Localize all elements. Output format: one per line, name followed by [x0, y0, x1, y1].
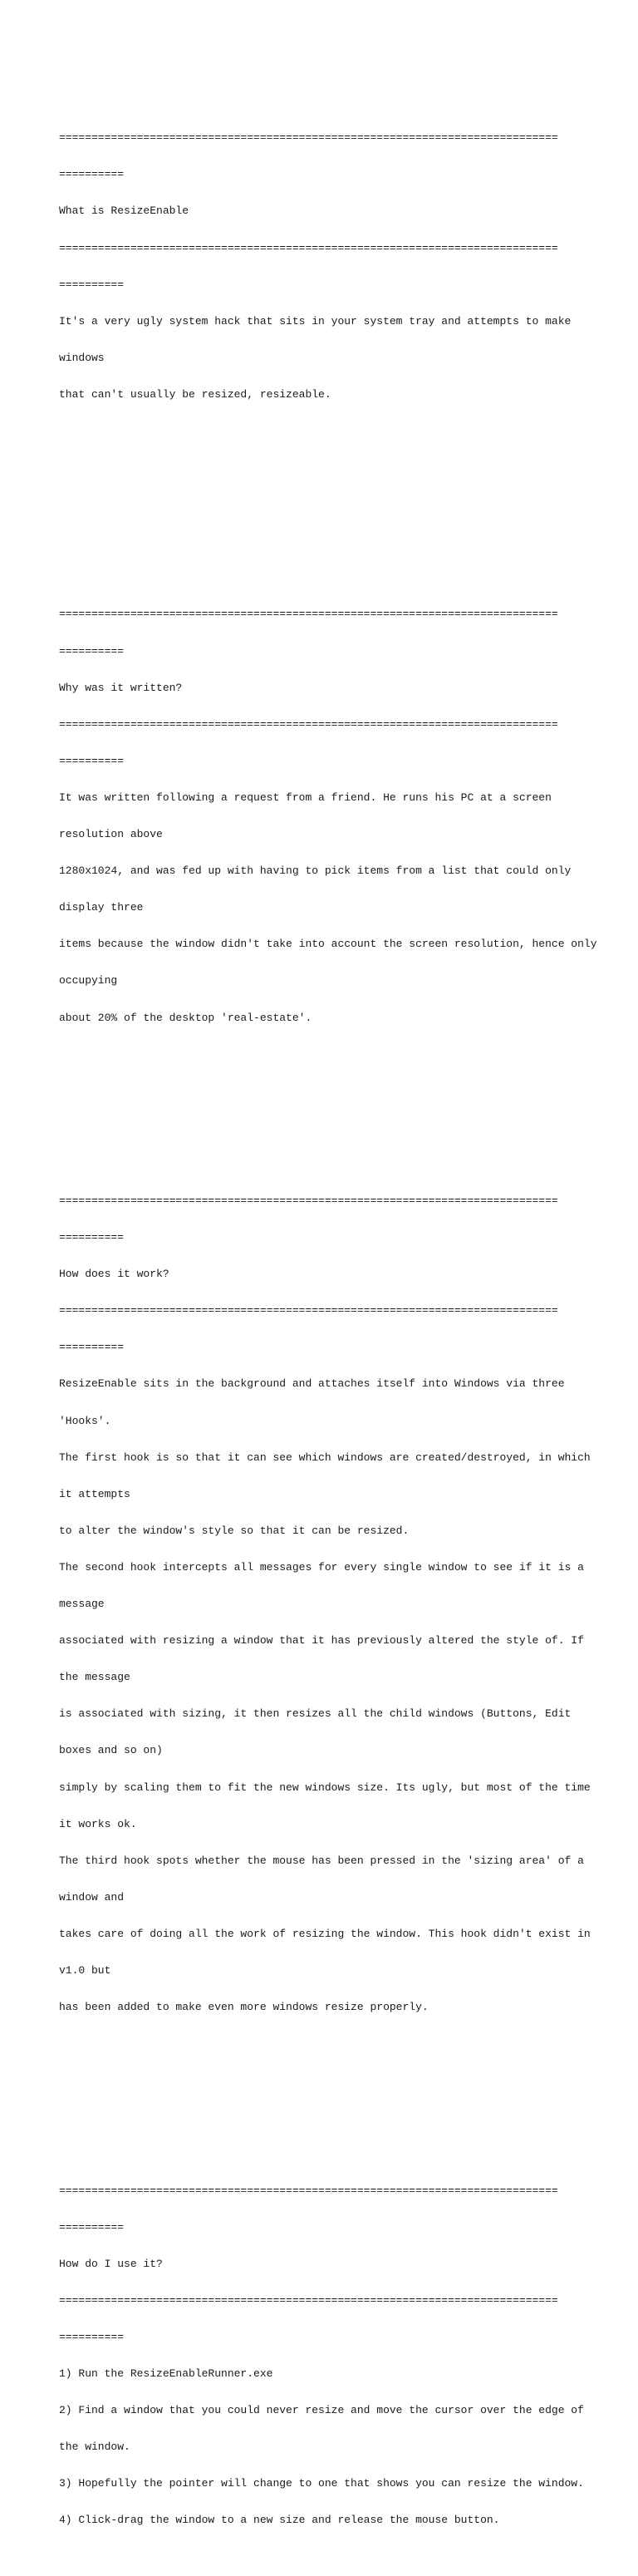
body-line: 'Hooks'. [59, 1414, 111, 1427]
section-how-use [59, 2160, 591, 2551]
rule-short: ========== [59, 754, 125, 767]
section-heading: How do I use it? [59, 2257, 163, 2270]
body-line: boxes and so on) [59, 1744, 163, 1757]
body-line: ResizeEnable sits in the background and attaches itself into Windows via three [59, 1377, 565, 1391]
rule-long: ============================================================================= [59, 608, 558, 621]
body-line: the message [59, 1671, 130, 1684]
section-heading: What is ResizeEnable [59, 204, 189, 218]
body-line: message [59, 1598, 105, 1611]
body-line: 1) Run the ResizeEnableRunner.exe [59, 2367, 273, 2381]
body-line: is associated with sizing, it then resizes all the child windows (Buttons, Edit [59, 1707, 572, 1721]
body-line: simply by scaling them to fit the new windows size. Its ugly, but most of the time [59, 1781, 591, 1794]
readme-document [59, 59, 597, 2576]
body-line: window and [59, 1890, 125, 1904]
rule-short: ========== [59, 1231, 125, 1244]
section-how-work [59, 1171, 591, 2039]
body-line: 1280x1024, and was fed up with having to pick items from a list that could only [59, 864, 572, 878]
body-line: The second hook intercepts all messages for every single window to see if it is a [59, 1560, 584, 1574]
section-why-written [59, 584, 597, 1049]
rule-long: ============================================================================= [59, 131, 558, 145]
section-what-is [59, 108, 591, 426]
rule-short: ========== [59, 2330, 125, 2343]
body-line: to alter the window's style so that it can be resized. [59, 1524, 410, 1537]
rule-long: ============================================================================= [59, 717, 558, 731]
body-line: occupying [59, 974, 118, 988]
body-line: It was written following a request from a friend. He runs his PC at a screen [59, 791, 552, 804]
body-line: It's a very ugly system hack that sits in your system tray and attempts to make [59, 314, 572, 328]
body-line: that can't usually be resized, resizeable. [59, 387, 331, 401]
rule-short: ========== [59, 168, 125, 181]
body-line: 4) Click-drag the window to a new size and release the mouse button. [59, 2514, 500, 2527]
body-line: about 20% of the desktop 'real-estate'. [59, 1011, 312, 1024]
body-line: windows [59, 351, 105, 364]
body-line: resolution above [59, 828, 163, 841]
body-line: takes care of doing all the work of resizing the window. This hook didn't exist in [59, 1927, 591, 1940]
body-line: display three [59, 901, 144, 914]
body-line: The first hook is so that it can see which windows are created/destroyed, in which [59, 1451, 591, 1464]
rule-long: ============================================================================= [59, 2184, 558, 2197]
section-heading: How does it work? [59, 1268, 169, 1281]
rule-short: ========== [59, 1341, 125, 1354]
body-line: the window. [59, 2441, 130, 2454]
rule-long: ============================================================================= [59, 1304, 558, 1318]
body-line: has been added to make even more windows resize properly. [59, 2001, 429, 2014]
body-line: 2) Find a window that you could never resize and move the cursor over the edge of [59, 2404, 584, 2417]
rule-short: ========== [59, 644, 125, 658]
body-line: The third hook spots whether the mouse has been pressed in the 'sizing area' of a [59, 1854, 584, 1867]
rule-long: ============================================================================= [59, 241, 558, 254]
rule-long: ============================================================================= [59, 2293, 558, 2307]
body-line: associated with resizing a window that it has previously altered the style of. If [59, 1634, 584, 1648]
body-line: 3) Hopefully the pointer will change to one that shows you can resize the window. [59, 2477, 584, 2490]
body-line: v1.0 but [59, 1963, 111, 1977]
body-line: it attempts [59, 1487, 130, 1500]
rule-short: ========== [59, 278, 125, 291]
body-line: it works ok. [59, 1817, 137, 1830]
rule-long: ============================================================================= [59, 1194, 558, 1207]
section-heading: Why was it written? [59, 681, 183, 694]
rule-short: ========== [59, 2220, 125, 2234]
body-line: items because the window didn't take into account the screen resolution, hence only [59, 938, 597, 951]
